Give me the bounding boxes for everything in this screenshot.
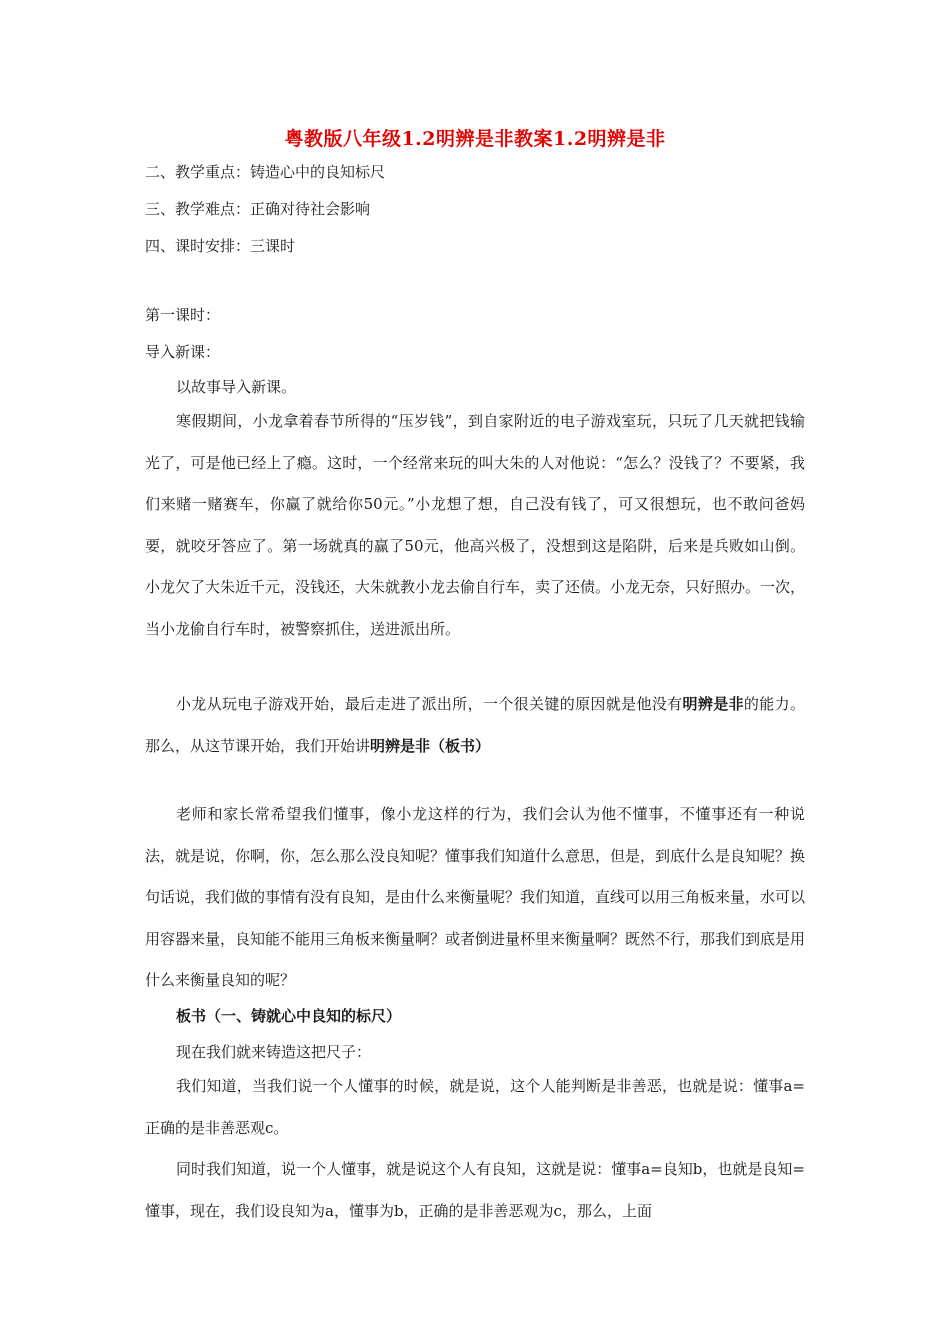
conscience-paragraph: 老师和家长常希望我们懂事，像小龙这样的行为，我们会认为他不懂事，不懂事还有一种说法，就是说，你啊，你，怎么那么没良知呢？懂事我们知道什么意思，但是，到底什么是良知呢？换句话说，我们做的事情有没有良知，是由什么来衡量呢？我们知道，直线可以用三角板来量，水可以用容器来量，良知能不能用三角板来衡量啊？或者倒进量杯里来衡量啊？既然不行，那我们到底是用什么来衡量良知的呢？ — [145, 805, 806, 989]
class-schedule: 四、课时安排：三课时 — [145, 237, 296, 255]
teaching-difficulty: 三、教学难点：正确对待社会影响 — [145, 200, 371, 218]
board-heading: 板书（一、铸就心中良知的标尺） — [176, 1007, 402, 1025]
conclusion-text-1: 小龙从玩电子游戏开始，最后走进了派出所，一个很关键的原因就是他没有 — [176, 695, 683, 713]
story-paragraph: 寒假期间，小龙拿着春节所得的“压岁钱”，到自家附近的电子游戏室玩，只玩了几天就把钱输光了，可是他已经上了瘾。这时，一个经常来玩的叫大朱的人对他说：“怎么？没钱了？不要紧，我们来赌一赌赛车，你赢了就给你50元。”小龙想了想，自己没有钱了，可又很想玩，也不敢问爸妈要，就咬牙答应了。第一场就真的赢了50元，他高兴极了，没想到这是陷阱，后来是兵败如山倒。小龙欠了大朱近千元，没钱还，大朱就教小龙去偷自行车，卖了还债。小龙无奈，只好照办。一次，当小龙偷自行车时，被警察抓住，送进派出所。 — [145, 412, 806, 638]
teaching-focus: 二、教学重点：铸造心中的良知标尺 — [145, 163, 386, 181]
paragraph-b: 同时我们知道，说一个人懂事，就是说这个人有良知，这就是说：懂事a=良知b，也就是良知=懂事，现在，我们设良知为a，懂事为b，正确的是非善恶观为c，那么，上面 — [145, 1160, 805, 1220]
document-title: 粤教版八年级1.2明辨是非教案1.2明辨是非 — [284, 128, 666, 150]
conclusion-bold-1: 明辨是非 — [682, 695, 744, 713]
conclusion-bold-2: 明辨是非（板书） — [370, 736, 491, 755]
forge-line: 现在我们就来铸造这把尺子： — [176, 1043, 372, 1061]
conclusion-text-2: 的能力。那么，从这节课开始，我们开始讲 — [145, 695, 805, 755]
intro-label: 导入新课： — [145, 343, 221, 361]
paragraph-a: 我们知道，当我们说一个人懂事的时候，就是说，这个人能判断是非善恶，也就是说：懂事a=正确的是非善恶观c。 — [145, 1077, 805, 1137]
lesson-label: 第一课时： — [145, 306, 221, 324]
intro-method: 以故事导入新课。 — [176, 378, 297, 396]
conclusion-paragraph — [145, 684, 805, 767]
